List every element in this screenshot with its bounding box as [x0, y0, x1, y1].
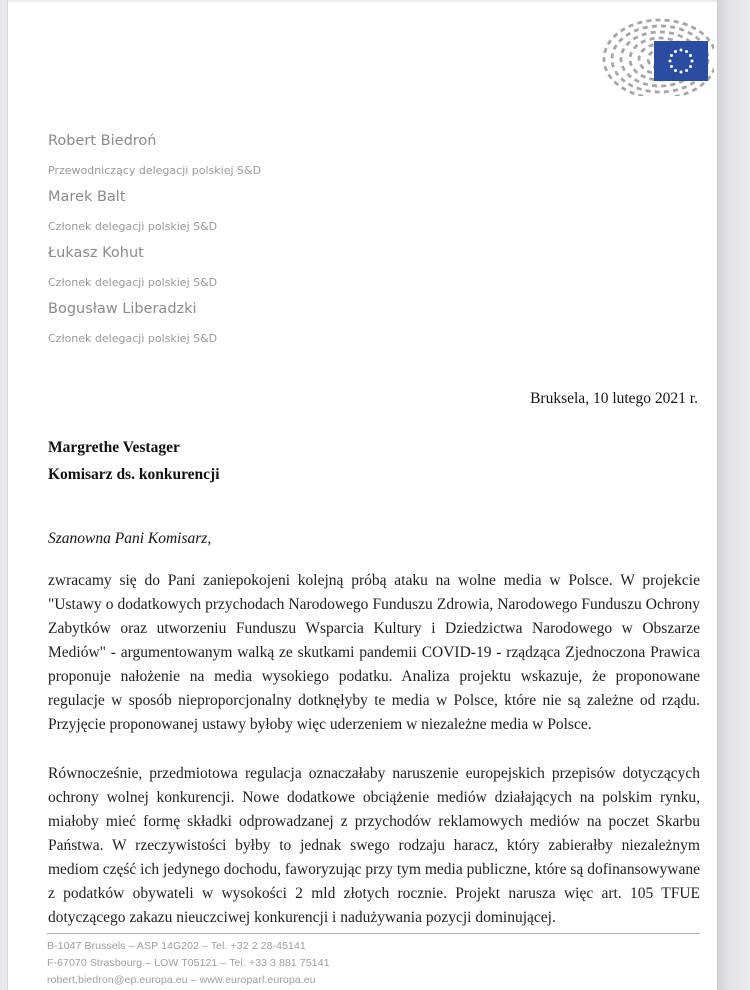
letter-body	[48, 569, 700, 930]
body-paragraph-1: zwracamy się do Pani zaniepokojeni kolejną próbą ataku na wolne media w Polsce. W projekcie "Ustawy o dodatkowych przychodach Narodowego Funduszu Zdrowia, Narodowego Funduszu Ochrony Zabytków oraz utworzeniu Funduszu Wsparcia Kultury i Dziedzictwa Narodowego w Obszarze Mediów" - argumentowanym walką ze skutkami pandemii COVID-19 - rządząca Zjednoczona Prawica proponuje nałożenie na media wysokiego podatku. Analiza projektu wskazuje, że proponowane regulacje w sposób nieproporcjonalny dotknęłyby te media w Polsce, które nie są zależne od rządu. Przyjęcie proponowanej ustawy byłoby więc uderzeniem w niezależne media w Polsce.	[48, 572, 700, 733]
european-parliament-logo-icon	[602, 14, 714, 96]
scan-edge-right	[717, 0, 750, 990]
signatory-name: Robert Biedroń	[48, 133, 157, 149]
signatory-name: Marek Balt	[48, 189, 126, 205]
signatory-name: Łukasz Kohut	[48, 245, 144, 261]
recipient-title: Komisarz ds. konkurencji	[48, 466, 220, 483]
signatory-entry	[48, 132, 468, 178]
signatory-title: Członek delegacji polskiej S&D	[48, 276, 218, 289]
footer-address-brussels: B-1047 Brussels – ASP 14G202 – Tel. +32 2 28-45141	[47, 940, 306, 952]
signatory-entry	[48, 244, 468, 290]
signatory-title: Przewodniczący delegacji polskiej S&D	[48, 164, 262, 177]
scan-edge-left	[0, 0, 8, 990]
scan-edge-top	[0, 0, 750, 2]
footer-block	[47, 933, 700, 989]
signatory-title: Członek delegacji polskiej S&D	[48, 332, 218, 345]
signatory-entry	[48, 300, 468, 346]
date-line: Bruksela, 10 lutego 2021 r.	[530, 390, 698, 407]
body-paragraph-2: Równocześnie, przedmiotowa regulacja oznaczałaby naruszenie europejskich przepisów dotyczących ochrony wolnej konkurencji. Nowe dodatkowe obciążenie mediów działających na polskim rynku, miałoby mieć formę składki odprowadzanej z przychodów reklamowych mediów na poczet Skarbu Państwa. W rzeczywistości byłby to jednak swego rodzaju haracz, który zabierałby niezależnym mediom część ich jedynego dochodu, faworyzując przy tym media publiczne, które są dofinansowywane z podatków obywateli w wysokości 2 mld złotych rocznie. Projekt narusza więc art. 105 TFUE dotyczącego zakazu nieuczciwej konkurencji i nadużywania pozycji dominującej.	[48, 765, 700, 926]
signatory-title: Członek delegacji polskiej S&D	[48, 220, 218, 233]
signatory-entry	[48, 188, 468, 234]
recipient-block	[48, 434, 220, 488]
salutation: Szanowna Pani Komisarz,	[48, 530, 212, 547]
signatory-name: Bogusław Liberadzki	[48, 301, 197, 317]
footer-address-strasbourg: F-67070 Strasbourg – LOW T05121 – Tel. +33 3 881 75141	[47, 957, 330, 969]
footer-contact: robert.biedron@ep.europa.eu – www.europarl.europa.eu	[47, 974, 316, 986]
signatories-block	[48, 132, 468, 356]
recipient-name: Margrethe Vestager	[48, 439, 180, 456]
